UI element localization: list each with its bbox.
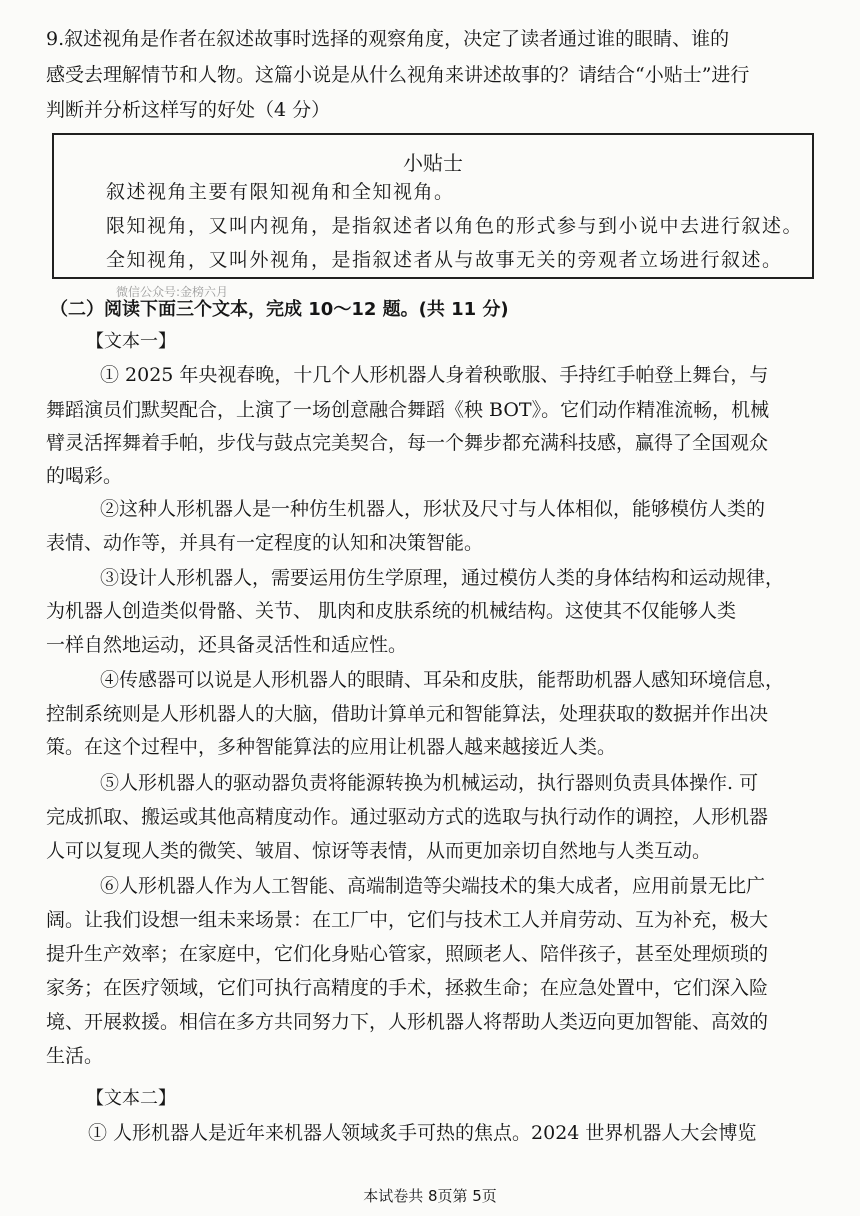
text1-line: 生活。 (46, 1045, 104, 1067)
tip-box-line-2: 限知视角，又叫内视角，是指叙述者以角色的形式参与到小说中去进行叙述。 (106, 215, 804, 237)
text1-line: 臂灵活挥舞着手帕，步伐与鼓点完美契合，每一个舞步都充满科技感，赢得了全国观众 (46, 432, 769, 454)
question-9-line-1: 9.叙述视角是作者在叙述故事时选择的观察角度，决定了读者通过谁的眼睛、谁的 (46, 28, 730, 50)
tip-box-title: 小贴士 (403, 151, 463, 175)
text1-line: 提升生产效率；在家庭中，它们化身贴心管家，照顾老人、陪伴孩子，甚至处理烦琐的 (46, 943, 769, 965)
page-footer: 本试卷共 8页第 5页 (363, 1187, 497, 1205)
text1-line: 表情、动作等，并具有一定程度的认知和决策智能。 (46, 532, 484, 554)
text1-line: 舞蹈演员们默契配合，上演了一场创意融合舞蹈《秧 BOT》。它们动作精准流畅，机械 (46, 399, 770, 421)
question-9-line-3: 判断并分析这样写的好处（4 分） (46, 99, 331, 121)
text1-line: 为机器人创造类似骨骼、关节、 肌肉和皮肤系统的机械结构。这使其不仅能够人类 (46, 600, 737, 622)
text1-line: ⑤人形机器人的驱动器负责将能源转换为机械运动，执行器则负责具体操作. 可 (100, 772, 759, 794)
text1-line: 一样自然地运动，还具备灵活性和适应性。 (46, 634, 408, 656)
text1-line: ⑥人形机器人作为人工智能、高端制造等尖端技术的集大成者，应用前景无比广 (100, 875, 766, 897)
text1-line: ① 2025 年央视春晚，十几个人形机器人身着秧歌服、手持红手帕登上舞台，与 (100, 364, 769, 386)
tip-box-line-3: 全知视角，又叫外视角，是指叙述者从与故事无关的旁观者立场进行叙述。 (106, 249, 783, 271)
text2-label: 【文本二】 (86, 1088, 176, 1109)
text1-line: ④传感器可以说是人形机器人的眼睛、耳朵和皮肤，能帮助机器人感知环境信息， (100, 669, 785, 691)
text1-line: 完成抓取、搬运或其他高精度动作。通过驱动方式的选取与执行动作的调控，人形机器 (46, 806, 769, 828)
text1-line: ③设计人形机器人，需要运用仿生学原理，通过模仿人类的身体结构和运动规律， (100, 567, 785, 589)
text1-line: 的喝彩。 (46, 465, 123, 487)
text1-line: ②这种人形机器人是一种仿生机器人，形状及尺寸与人体相似，能够模仿人类的 (100, 498, 766, 520)
text2-line: ① 人形机器人是近年来机器人领域炙手可热的焦点。2024 世界机器人大会博览 (88, 1122, 757, 1144)
tip-box-line-1: 叙述视角主要有限知视角和全知视角。 (106, 181, 455, 203)
watermark: 微信公众号:金榜六月 (116, 285, 229, 299)
text1-line: 家务；在医疗领域，它们可执行高精度的手术，拯救生命；在应急处置中，它们深入险 (46, 977, 769, 999)
text1-line: 阔。让我们设想一组未来场景：在工厂中，它们与技术工人并肩劳动、互为补充，极大 (46, 909, 769, 931)
section-heading: （二）阅读下面三个文本，完成 10～12 题。(共 11 分) (50, 299, 509, 320)
question-9-line-2: 感受去理解情节和人物。这篇小说是从什么视角来讲述故事的？请结合“小贴士”进行 (46, 64, 750, 86)
text1-line: 人可以复现人类的微笑、皱眉、惊讶等表情，从而更加亲切自然地与人类互动。 (46, 840, 712, 862)
text1-label: 【文本一】 (86, 331, 176, 352)
tip-box (52, 133, 814, 279)
text1-line: 策。在这个过程中，多种智能算法的应用让机器人越来越接近人类。 (46, 736, 617, 758)
text1-line: 控制系统则是人形机器人的大脑，借助计算单元和智能算法，处理获取的数据并作出决 (46, 703, 769, 725)
text1-line: 境、开展救援。相信在多方共同努力下，人形机器人将帮助人类迈向更加智能、高效的 (46, 1011, 769, 1033)
